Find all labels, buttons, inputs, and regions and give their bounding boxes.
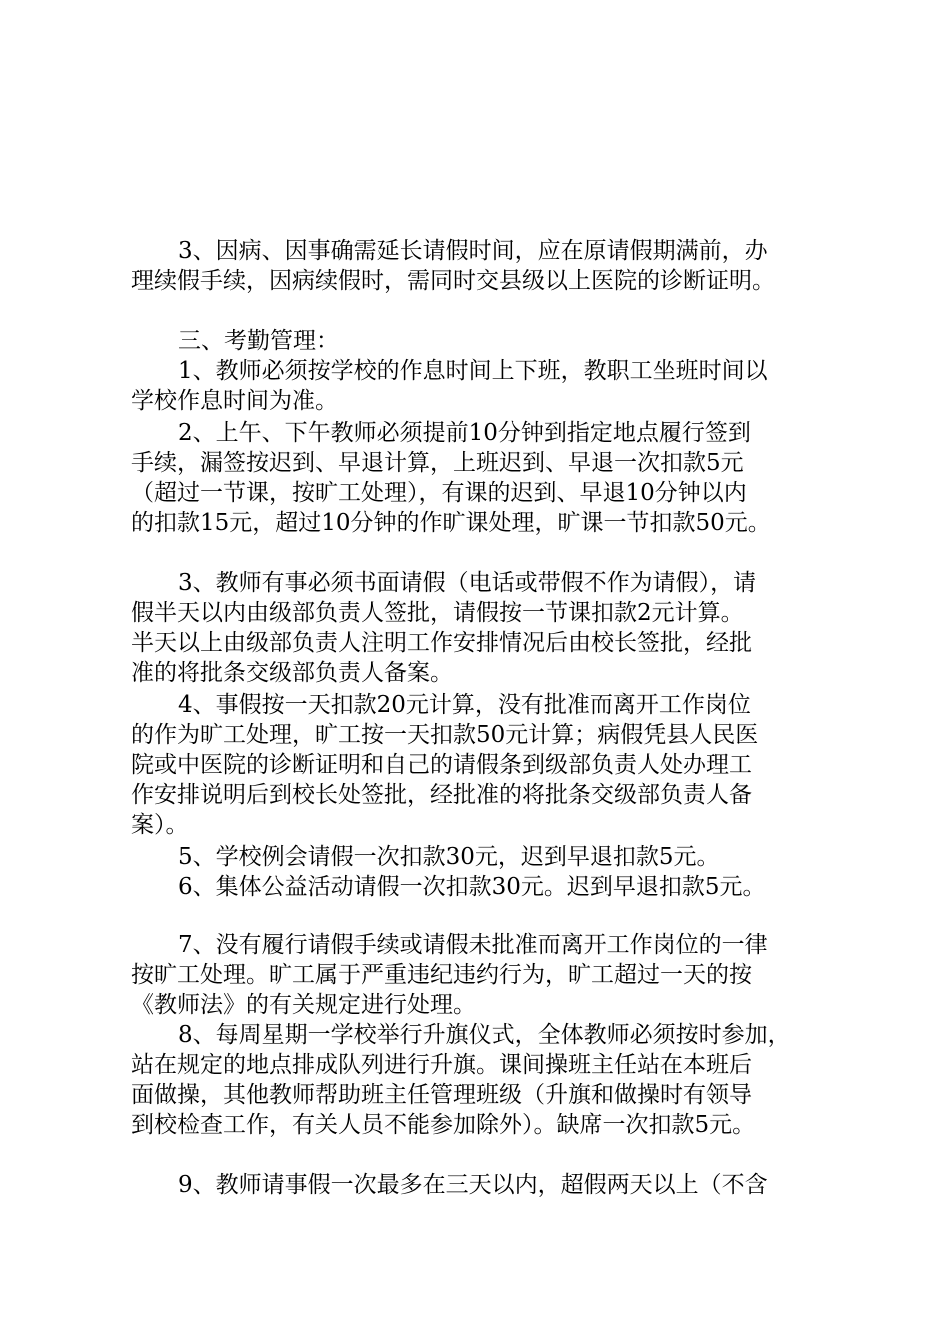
paragraph-line: 假半天以内由级部负责人签批，请假按一节课扣款2元计算。 — [131, 600, 744, 626]
paragraph-line: 案）。 — [131, 812, 189, 838]
paragraph-line: 5、学校例会请假一次扣款30元，迟到早退扣款5元。 — [178, 844, 720, 870]
paragraph-line: （超过一节课，按旷工处理），有课的迟到、早退10分钟以内 — [131, 480, 747, 506]
paragraph-line: 面做操，其他教师帮助班主任管理班级（升旗和做操时有领导 — [131, 1082, 752, 1108]
paragraph-line: 的扣款15元，超过10分钟的作旷课处理，旷课一节扣款50元。 — [131, 510, 771, 536]
paragraph-line: 按旷工处理。旷工属于严重违纪违约行为，旷工超过一天的按 — [131, 962, 752, 988]
paragraph-line: 7、没有履行请假手续或请假未批准而离开工作岗位的一律 — [178, 932, 768, 958]
paragraph-line: 手续，漏签按迟到、早退计算，上班迟到、早退一次扣款5元 — [131, 450, 744, 476]
paragraph-line: 1、教师必须按学校的作息时间上下班，教职工坐班时间以 — [178, 358, 768, 384]
paragraph-line: 院或中医院的诊断证明和自己的请假条到级部负责人处办理工 — [131, 752, 752, 778]
paragraph-line: 到校检查工作，有关人员不能参加除外）。缺席一次扣款5元。 — [131, 1112, 756, 1138]
paragraph-line: 2、上午、下午教师必须提前10分钟到指定地点履行签到 — [178, 420, 751, 446]
paragraph-line: 准的将批条交级部负责人备案。 — [131, 660, 453, 686]
paragraph-line: 理续假手续，因病续假时，需同时交县级以上医院的诊断证明。 — [131, 268, 775, 294]
section-heading: 三、考勤管理： — [178, 328, 339, 354]
paragraph-line: 3、教师有事必须书面请假（电话或带假不作为请假），请 — [178, 570, 757, 596]
paragraph-line: 作安排说明后到校长处签批，经批准的将批条交级部负责人备 — [131, 782, 752, 808]
paragraph-line: 站在规定的地点排成队列进行升旗。课间操班主任站在本班后 — [131, 1052, 752, 1078]
paragraph-line: 半天以上由级部负责人注明工作安排情况后由校长签批，经批 — [131, 630, 752, 656]
paragraph-line: 《教师法》的有关规定进行处理。 — [131, 992, 476, 1018]
paragraph-line: 的作为旷工处理，旷工按一天扣款50元计算；病假凭县人民医 — [131, 722, 759, 748]
paragraph-line: 9、教师请事假一次最多在三天以内，超假两天以上（不含 — [178, 1172, 768, 1198]
paragraph-line: 6、集体公益活动请假一次扣款30元。迟到早退扣款5元。 — [178, 874, 766, 900]
paragraph-line: 学校作息时间为准。 — [131, 388, 338, 414]
paragraph-line: 4、事假按一天扣款20元计算，没有批准而离开工作岗位 — [178, 692, 751, 718]
paragraph-line: 3、因病、因事确需延长请假时间，应在原请假期满前，办 — [178, 238, 768, 264]
paragraph-line: 8、每周星期一学校举行升旗仪式，全体教师必须按时参加， — [178, 1022, 791, 1048]
